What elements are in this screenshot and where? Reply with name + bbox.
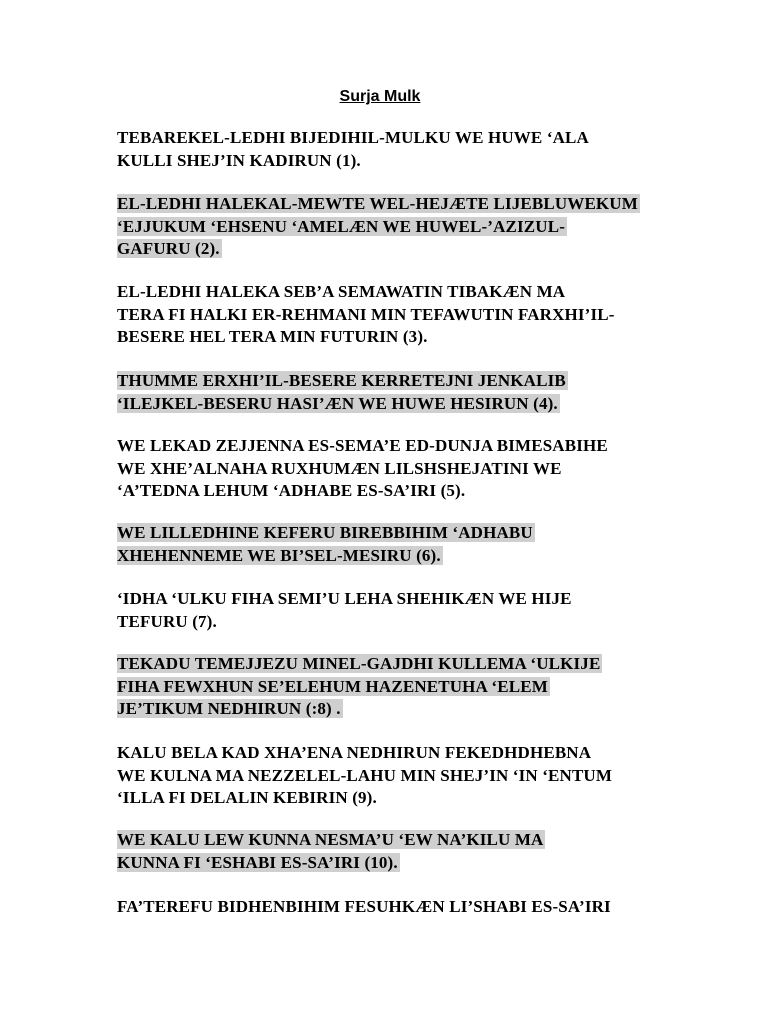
verse-paragraph	[117, 370, 657, 415]
verse-line: JE’TIKUM NEDHIRUN (:8) .	[117, 699, 341, 718]
verse-line: WE LILLEDHINE KEFERU BIREBBIHIM ‘ADHABU	[117, 523, 533, 542]
verse-line: TEKADU TEMEJJEZU MINEL-GAJDHI KULLEMA ‘ULKIJE	[117, 654, 601, 673]
verse-line: ‘A’TEDNA LEHUM ‘ADHABE ES-SA’IRI (5).	[117, 481, 466, 500]
verse-paragraph	[117, 829, 657, 874]
verse-line: WE KULNA MA NEZZELEL-LAHU MIN SHEJ’IN ‘IN ‘ENTUM	[117, 765, 613, 785]
verse-line: EL-LEDHI HALEKA SEB’A SEMAWATIN TIBAKÆN MA	[117, 282, 566, 301]
verse-line: KULLI SHEJ’IN KADIRUN (1).	[117, 150, 361, 170]
verse-line: FA’TEREFU BIDHENBIHIM FESUHKÆN LI’SHABI ES-SA’IRI	[117, 897, 611, 916]
verse-line: WE LEKAD ZEJJENNA ES-SEMA’E ED-DUNJA BIMESABIHE	[117, 436, 608, 455]
verse-line: TEFURU (7).	[117, 611, 217, 631]
verse-paragraph	[117, 435, 657, 503]
verse-paragraph	[117, 193, 657, 261]
verse-line: WE KALU LEW KUNNA NESMA’U ‘EW NA’KILU MA	[117, 830, 544, 849]
verse-paragraph	[117, 127, 657, 172]
verse-line: TEBAREKEL-LEDHI BIJEDIHIL-MULKU WE HUWE ‘ALA	[117, 128, 589, 147]
verse-line: XHEHENNEME WE BI’SEL-MESIRU (6).	[117, 545, 441, 565]
verse-line: KALU BELA KAD XHA’ENA NEDHIRUN FEKEDHDHEBNA	[117, 743, 592, 762]
verse-paragraph	[117, 653, 657, 721]
verse-paragraph	[117, 281, 657, 349]
verse-line: EL-LEDHI HALEKAL-MEWTE WEL-HEJÆTE LIJEBLUWEKUM	[117, 194, 638, 213]
verse-paragraph	[117, 522, 657, 567]
verse-line: ‘ILEJKEL-BESERU HASI’ÆN WE HUWE HESIRUN (4).	[117, 393, 558, 413]
document-title: Surja Mulk	[339, 88, 421, 105]
verse-paragraph	[117, 742, 657, 810]
verse-line: WE XHE’ALNAHA RUXHUMÆN LILSHSHEJATINI WE	[117, 458, 562, 478]
verse-line: ‘IDHA ‘ULKU FIHA SEMI’U LEHA SHEHIKÆN WE HIJE	[117, 589, 572, 608]
verse-line: THUMME ERXHI’IL-BESERE KERRETEJNI JENKALIB	[117, 371, 566, 390]
verse-line: TERA FI HALKI ER-REHMANI MIN TEFAWUTIN FARXHI’IL-	[117, 304, 615, 324]
verse-paragraph	[117, 588, 657, 633]
verse-line: GAFURU (2).	[117, 239, 220, 258]
verse-line: BESERE HEL TERA MIN FUTURIN (3).	[117, 327, 428, 346]
verse-line: FIHA FEWXHUN SE’ELEHUM HAZENETUHA ‘ELEM	[117, 676, 548, 696]
verse-line: ‘EJJUKUM ‘EHSENU ‘AMELÆN WE HUWEL-’AZIZUL-	[117, 216, 566, 236]
verse-line: KUNNA FI ‘ESHABI ES-SA’IRI (10).	[117, 852, 398, 872]
verse-paragraph	[117, 896, 657, 919]
verse-line: ‘ILLA FI DELALIN KEBIRIN (9).	[117, 788, 377, 807]
